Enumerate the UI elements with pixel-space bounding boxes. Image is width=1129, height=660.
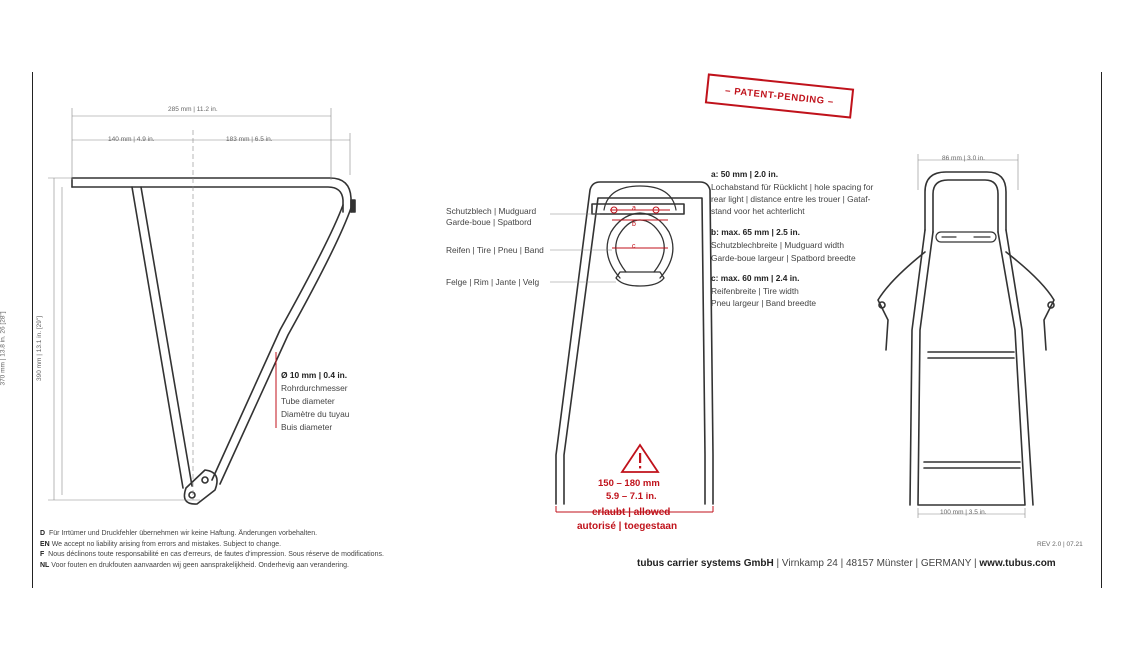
label-rim: Felge | Rim | Jante | Velg [446,277,540,287]
dim-left-length: 140 mm | 4.9 in. [108,136,155,143]
company-footer: tubus carrier systems GmbH | Virnkamp 24 | 48157 Münster | GERMANY | www.tubus.com [637,558,1056,569]
disclaimer-line-nl: NL Voor fouten en drukfouten aanvaarden wij geen aansprakelijkheid. Onderhevig aan verandering. [40,562,350,569]
marker-b: b [632,221,636,228]
spec-b-line: Garde-boue largeur | Spatbord breedte [711,253,856,263]
disclaimer-line-de: D Für Irrtümer und Druckfehler übernehmen wir keine Haftung. Änderungen vorbehalten. [40,530,318,537]
spec-c-title: c: max. 60 mm | 2.4 in. [711,273,800,283]
dim-overall-length: 285 mm | 11.2 in. [168,106,218,113]
marker-a: a [632,205,636,212]
dim-height-b: 390 mm | 13.1 in. [29"] [36,315,44,382]
spec-a-title: a: 50 mm | 2.0 in. [711,169,779,179]
spec-c-line: Pneu largeur | Band breedte [711,298,817,308]
rear-view-rack [878,172,1054,505]
allowed-label-2: autorisé | toegestaan [577,521,678,532]
patent-pending-stamp: – PATENT-PENDING – [705,73,854,118]
dim-right-length: 183 mm | 6.5 in. [226,136,273,143]
label-mudguard-1: Schutzblech | Mudguard [446,206,537,216]
side-view-rack [72,178,355,504]
spec-a-line: stand voor het achterlicht [711,206,805,216]
dim-rear-top-width: 86 mm | 3.0 in. [942,155,985,162]
allowed-range-in: 5.9 – 7.1 in. [606,491,657,502]
spec-a-line: rear light | distance entre les trouer | Gataf- [711,194,871,204]
tube-label-nl: Buis diameter [281,422,333,432]
tube-diameter-title: Ø 10 mm | 0.4 in. [281,370,348,380]
spec-b-title: b: max. 65 mm | 2.5 in. [711,227,800,237]
website-link[interactable]: www.tubus.com [979,558,1056,569]
dim-rear-bottom-width: 100 mm | 3.5 in. [940,509,987,516]
allowed-label-1: erlaubt | allowed [592,507,671,518]
marker-c: c [632,243,636,250]
allowed-range-mm: 150 – 180 mm [598,478,660,489]
label-mudguard-2: Garde-boue | Spatbord [446,217,532,227]
disclaimer-line-fr: F Nous déclinons toute responsabilité en cas d'erreurs, de fautes d'impression. Sous réserve de modifications. [40,551,384,558]
tube-label-fr: Diamètre du tuyau [281,409,350,419]
spec-a-line: Lochabstand für Rücklicht | hole spacing for [711,182,874,192]
dim-height-a: 370 mm | 13.8 in. 26 [28"] [0,311,7,386]
disclaimer-line-en: EN We accept no liability arising from errors and mistakes. Subject to change. [40,541,282,548]
tube-label-en: Tube diameter [281,396,335,406]
revision-label: REV 2.0 | 07.21 [1037,541,1083,548]
spec-b-line: Schutzblechbreite | Mudguard width [711,240,844,250]
spec-c-line: Reifenbreite | Tire width [711,286,799,296]
label-tire: Reifen | Tire | Pneu | Band [446,245,544,255]
tube-label-de: Rohrdurchmesser [281,383,348,393]
